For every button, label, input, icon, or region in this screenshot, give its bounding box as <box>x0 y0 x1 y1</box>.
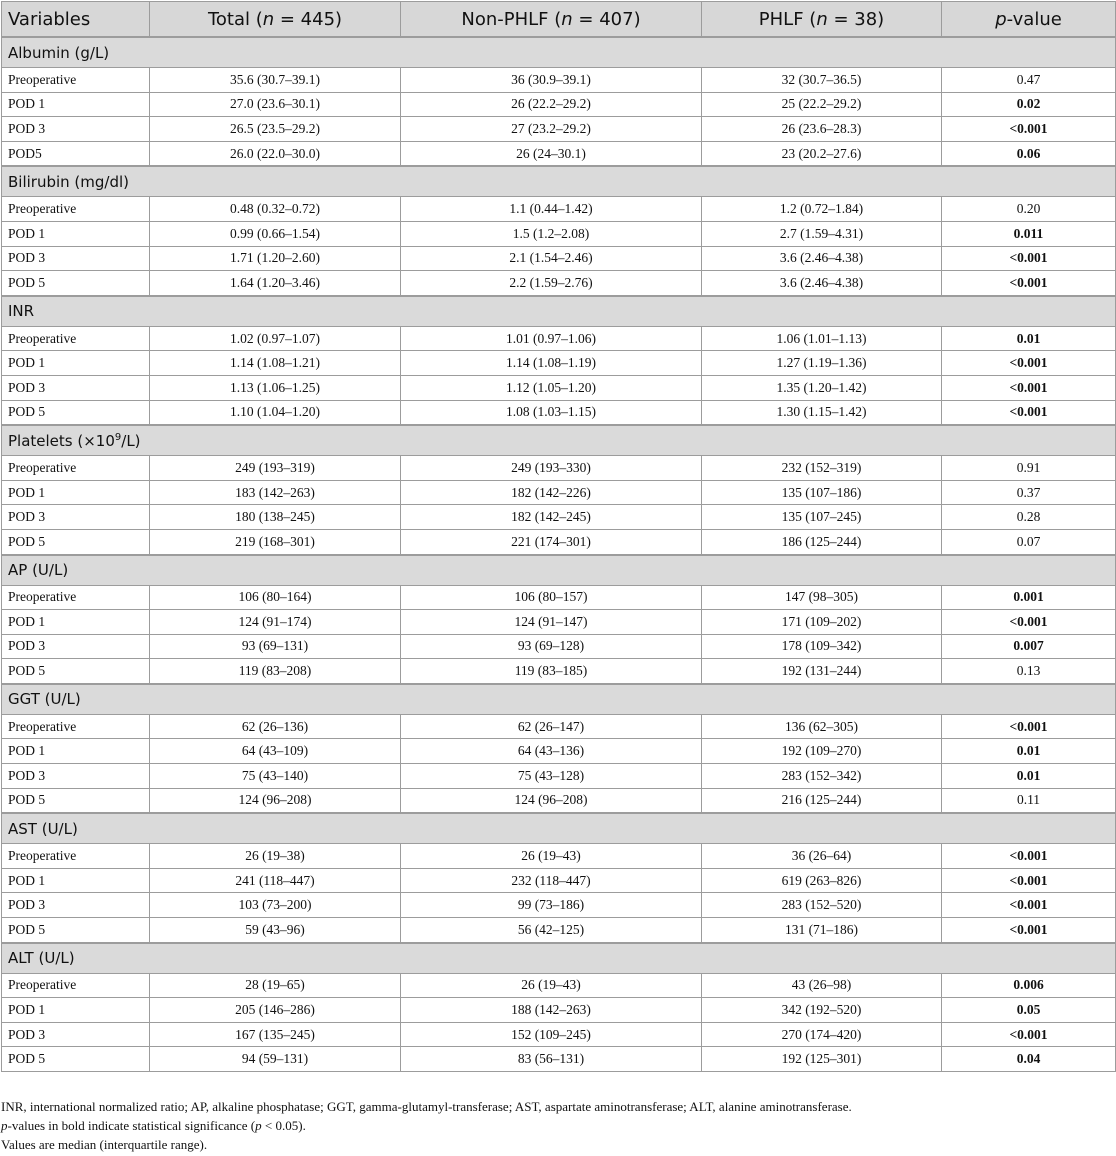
total-value: 94 (59–131) <box>150 1047 401 1072</box>
header-non-phlf: Non-PHLF (n = 407) <box>401 2 702 38</box>
non-phlf-value: 1.01 (0.97–1.06) <box>401 326 702 351</box>
section-title: AST (U/L) <box>2 813 1116 844</box>
table-header <box>2 2 1116 38</box>
p-value: <0.001 <box>942 375 1116 400</box>
row-label: POD 1 <box>2 998 150 1023</box>
phlf-value: 1.2 (0.72–1.84) <box>702 197 942 222</box>
p-value: <0.001 <box>942 246 1116 271</box>
phlf-value: 192 (125–301) <box>702 1047 942 1072</box>
p-value: <0.001 <box>942 117 1116 142</box>
row-label: POD5 <box>2 141 150 166</box>
row-label: Preoperative <box>2 844 150 869</box>
p-value: 0.47 <box>942 68 1116 93</box>
section-title: AP (U/L) <box>2 555 1116 586</box>
phlf-value: 1.35 (1.20–1.42) <box>702 375 942 400</box>
row-label: POD 1 <box>2 92 150 117</box>
p-value: <0.001 <box>942 714 1116 739</box>
non-phlf-value: 182 (142–245) <box>401 505 702 530</box>
table-row <box>2 197 1116 222</box>
phlf-value: 3.6 (2.46–4.38) <box>702 246 942 271</box>
section-header-row <box>2 166 1116 197</box>
row-label: Preoperative <box>2 456 150 481</box>
p-value: 0.20 <box>942 197 1116 222</box>
table-row <box>2 1047 1116 1072</box>
non-phlf-value: 188 (142–263) <box>401 998 702 1023</box>
row-label: POD 1 <box>2 221 150 246</box>
total-value: 75 (43–140) <box>150 764 401 789</box>
section-title: Bilirubin (mg/dl) <box>2 166 1116 197</box>
total-value: 26.0 (22.0–30.0) <box>150 141 401 166</box>
non-phlf-value: 83 (56–131) <box>401 1047 702 1072</box>
p-value: 0.37 <box>942 480 1116 505</box>
total-value: 93 (69–131) <box>150 634 401 659</box>
phlf-value: 25 (22.2–29.2) <box>702 92 942 117</box>
row-label: Preoperative <box>2 68 150 93</box>
phlf-value: 342 (192–520) <box>702 998 942 1023</box>
footnote-values: Values are median (interquartile range). <box>1 1137 208 1152</box>
non-phlf-value: 26 (24–30.1) <box>401 141 702 166</box>
row-label: Preoperative <box>2 973 150 998</box>
table-row <box>2 918 1116 943</box>
table-row <box>2 351 1116 376</box>
p-value: 0.91 <box>942 456 1116 481</box>
non-phlf-value: 36 (30.9–39.1) <box>401 68 702 93</box>
row-label: POD 3 <box>2 505 150 530</box>
p-value: <0.001 <box>942 1022 1116 1047</box>
non-phlf-value: 1.1 (0.44–1.42) <box>401 197 702 222</box>
p-value: <0.001 <box>942 351 1116 376</box>
total-value: 27.0 (23.6–30.1) <box>150 92 401 117</box>
non-phlf-value: 26 (19–43) <box>401 844 702 869</box>
row-label: Preoperative <box>2 714 150 739</box>
p-value: 0.006 <box>942 973 1116 998</box>
non-phlf-value: 27 (23.2–29.2) <box>401 117 702 142</box>
table-row <box>2 893 1116 918</box>
phlf-value: 131 (71–186) <box>702 918 942 943</box>
table-row <box>2 714 1116 739</box>
table-row <box>2 456 1116 481</box>
total-value: 0.48 (0.32–0.72) <box>150 197 401 222</box>
row-label: POD 5 <box>2 659 150 684</box>
row-label: POD 5 <box>2 918 150 943</box>
total-value: 59 (43–96) <box>150 918 401 943</box>
phlf-value: 232 (152–319) <box>702 456 942 481</box>
table-footnotes <box>1 1097 1111 1154</box>
p-value: 0.04 <box>942 1047 1116 1072</box>
section-title: Platelets $(\times 10^9/L)$ <box>2 425 1116 456</box>
p-value: 0.13 <box>942 659 1116 684</box>
header-variables: Variables <box>2 2 150 38</box>
row-label: Preoperative <box>2 197 150 222</box>
row-label: POD 1 <box>2 480 150 505</box>
row-label: POD 3 <box>2 1022 150 1047</box>
header-phlf: PHLF (n = 38) <box>702 2 942 38</box>
table-row <box>2 400 1116 425</box>
section-header-row <box>2 37 1116 68</box>
total-value: 1.14 (1.08–1.21) <box>150 351 401 376</box>
non-phlf-value: 62 (26–147) <box>401 714 702 739</box>
phlf-value: 3.6 (2.46–4.38) <box>702 271 942 296</box>
total-value: 241 (118–447) <box>150 868 401 893</box>
table-body <box>2 37 1116 1072</box>
total-value: 167 (135–245) <box>150 1022 401 1047</box>
section-header-row <box>2 425 1116 456</box>
table-row <box>2 246 1116 271</box>
row-label: POD 3 <box>2 893 150 918</box>
phlf-value: 178 (109–342) <box>702 634 942 659</box>
non-phlf-value: 232 (118–447) <box>401 868 702 893</box>
phlf-value: 186 (125–244) <box>702 529 942 554</box>
section-header-row <box>2 684 1116 715</box>
phlf-value: 192 (131–244) <box>702 659 942 684</box>
p-value: 0.01 <box>942 326 1116 351</box>
row-label: POD 3 <box>2 375 150 400</box>
phlf-value: 192 (109–270) <box>702 739 942 764</box>
phlf-value: 619 (263–826) <box>702 868 942 893</box>
p-value: 0.07 <box>942 529 1116 554</box>
p-value: <0.001 <box>942 918 1116 943</box>
table-row <box>2 271 1116 296</box>
non-phlf-value: 93 (69–128) <box>401 634 702 659</box>
total-value: 124 (96–208) <box>150 788 401 813</box>
table-row <box>2 68 1116 93</box>
non-phlf-value: 106 (80–157) <box>401 585 702 610</box>
section-title: GGT (U/L) <box>2 684 1116 715</box>
row-label: POD 1 <box>2 351 150 376</box>
table-row <box>2 610 1116 635</box>
row-label: POD 5 <box>2 788 150 813</box>
phlf-value: 147 (98–305) <box>702 585 942 610</box>
table-row <box>2 505 1116 530</box>
non-phlf-value: 221 (174–301) <box>401 529 702 554</box>
non-phlf-value: 1.14 (1.08–1.19) <box>401 351 702 376</box>
total-value: 1.13 (1.06–1.25) <box>150 375 401 400</box>
row-label: POD 3 <box>2 634 150 659</box>
p-value: 0.01 <box>942 764 1116 789</box>
table-row <box>2 739 1116 764</box>
phlf-value: 270 (174–420) <box>702 1022 942 1047</box>
section-title: INR <box>2 296 1116 327</box>
total-value: 183 (142–263) <box>150 480 401 505</box>
table-row <box>2 634 1116 659</box>
non-phlf-value: 124 (96–208) <box>401 788 702 813</box>
total-value: 26.5 (23.5–29.2) <box>150 117 401 142</box>
non-phlf-value: 1.08 (1.03–1.15) <box>401 400 702 425</box>
header-p-value: p-value <box>942 2 1116 38</box>
non-phlf-value: 249 (193–330) <box>401 456 702 481</box>
phlf-value: 26 (23.6–28.3) <box>702 117 942 142</box>
non-phlf-value: 99 (73–186) <box>401 893 702 918</box>
total-value: 103 (73–200) <box>150 893 401 918</box>
total-value: 1.10 (1.04–1.20) <box>150 400 401 425</box>
non-phlf-value: 56 (42–125) <box>401 918 702 943</box>
table-row <box>2 998 1116 1023</box>
row-label: POD 3 <box>2 246 150 271</box>
phlf-value: 171 (109–202) <box>702 610 942 635</box>
lab-values-table <box>1 1 1116 1072</box>
phlf-value: 1.27 (1.19–1.36) <box>702 351 942 376</box>
total-value: 64 (43–109) <box>150 739 401 764</box>
p-value: 0.06 <box>942 141 1116 166</box>
row-label: POD 3 <box>2 117 150 142</box>
phlf-value: 36 (26–64) <box>702 844 942 869</box>
table-row <box>2 375 1116 400</box>
phlf-value: 283 (152–520) <box>702 893 942 918</box>
table-row <box>2 480 1116 505</box>
p-value: <0.001 <box>942 271 1116 296</box>
section-header-row <box>2 813 1116 844</box>
row-label: Preoperative <box>2 585 150 610</box>
row-label: POD 3 <box>2 764 150 789</box>
p-value: 0.28 <box>942 505 1116 530</box>
phlf-value: 135 (107–245) <box>702 505 942 530</box>
phlf-value: 283 (152–342) <box>702 764 942 789</box>
phlf-value: 136 (62–305) <box>702 714 942 739</box>
total-value: 119 (83–208) <box>150 659 401 684</box>
non-phlf-value: 64 (43–136) <box>401 739 702 764</box>
non-phlf-value: 1.12 (1.05–1.20) <box>401 375 702 400</box>
total-value: 28 (19–65) <box>150 973 401 998</box>
total-value: 219 (168–301) <box>150 529 401 554</box>
table-row <box>2 844 1116 869</box>
total-value: 0.99 (0.66–1.54) <box>150 221 401 246</box>
header-row <box>2 2 1116 38</box>
section-header-row <box>2 296 1116 327</box>
phlf-value: 2.7 (1.59–4.31) <box>702 221 942 246</box>
total-value: 180 (138–245) <box>150 505 401 530</box>
p-value: 0.001 <box>942 585 1116 610</box>
section-header-row <box>2 555 1116 586</box>
total-value: 1.71 (1.20–2.60) <box>150 246 401 271</box>
p-value: 0.05 <box>942 998 1116 1023</box>
p-value: 0.02 <box>942 92 1116 117</box>
total-value: 62 (26–136) <box>150 714 401 739</box>
p-value: <0.001 <box>942 844 1116 869</box>
non-phlf-value: 1.5 (1.2–2.08) <box>401 221 702 246</box>
table-row <box>2 117 1116 142</box>
table-row <box>2 585 1116 610</box>
table-row <box>2 529 1116 554</box>
total-value: 249 (193–319) <box>150 456 401 481</box>
non-phlf-value: 26 (19–43) <box>401 973 702 998</box>
phlf-value: 43 (26–98) <box>702 973 942 998</box>
p-value: <0.001 <box>942 400 1116 425</box>
table-row <box>2 868 1116 893</box>
table-row <box>2 973 1116 998</box>
non-phlf-value: 2.2 (1.59–2.76) <box>401 271 702 296</box>
p-value: <0.001 <box>942 893 1116 918</box>
total-value: 1.64 (1.20–3.46) <box>150 271 401 296</box>
phlf-value: 1.06 (1.01–1.13) <box>702 326 942 351</box>
non-phlf-value: 75 (43–128) <box>401 764 702 789</box>
non-phlf-value: 26 (22.2–29.2) <box>401 92 702 117</box>
table-row <box>2 659 1116 684</box>
total-value: 106 (80–164) <box>150 585 401 610</box>
p-value: <0.001 <box>942 868 1116 893</box>
table-row <box>2 92 1116 117</box>
non-phlf-value: 124 (91–147) <box>401 610 702 635</box>
non-phlf-value: 2.1 (1.54–2.46) <box>401 246 702 271</box>
phlf-value: 23 (20.2–27.6) <box>702 141 942 166</box>
phlf-value: 1.30 (1.15–1.42) <box>702 400 942 425</box>
p-value: 0.007 <box>942 634 1116 659</box>
p-value: 0.01 <box>942 739 1116 764</box>
row-label: Preoperative <box>2 326 150 351</box>
row-label: POD 1 <box>2 610 150 635</box>
row-label: POD 5 <box>2 400 150 425</box>
total-value: 124 (91–174) <box>150 610 401 635</box>
p-value: 0.11 <box>942 788 1116 813</box>
section-title: ALT (U/L) <box>2 943 1116 974</box>
table-row <box>2 788 1116 813</box>
total-value: 1.02 (0.97–1.07) <box>150 326 401 351</box>
section-title: Albumin (g/L) <box>2 37 1116 68</box>
phlf-value: 216 (125–244) <box>702 788 942 813</box>
footnote-significance: p-values in bold indicate statistical significance (p < 0.05). <box>1 1118 306 1133</box>
footnote-abbreviations: INR, international normalized ratio; AP, alkaline phosphatase; GGT, gamma-glutamyl-transferase; AST, aspartate aminotransferase; ALT, alanine aminotransferase. <box>1 1099 852 1114</box>
row-label: POD 1 <box>2 739 150 764</box>
header-total: Total (n = 445) <box>150 2 401 38</box>
total-value: 35.6 (30.7–39.1) <box>150 68 401 93</box>
table-row <box>2 764 1116 789</box>
table-row <box>2 326 1116 351</box>
total-value: 26 (19–38) <box>150 844 401 869</box>
table-row <box>2 141 1116 166</box>
total-value: 205 (146–286) <box>150 998 401 1023</box>
p-value: <0.001 <box>942 610 1116 635</box>
phlf-value: 32 (30.7–36.5) <box>702 68 942 93</box>
table-row <box>2 221 1116 246</box>
non-phlf-value: 182 (142–226) <box>401 480 702 505</box>
table-row <box>2 1022 1116 1047</box>
non-phlf-value: 119 (83–185) <box>401 659 702 684</box>
non-phlf-value: 152 (109–245) <box>401 1022 702 1047</box>
phlf-value: 135 (107–186) <box>702 480 942 505</box>
section-header-row <box>2 943 1116 974</box>
row-label: POD 1 <box>2 868 150 893</box>
row-label: POD 5 <box>2 1047 150 1072</box>
row-label: POD 5 <box>2 529 150 554</box>
p-value: 0.011 <box>942 221 1116 246</box>
row-label: POD 5 <box>2 271 150 296</box>
